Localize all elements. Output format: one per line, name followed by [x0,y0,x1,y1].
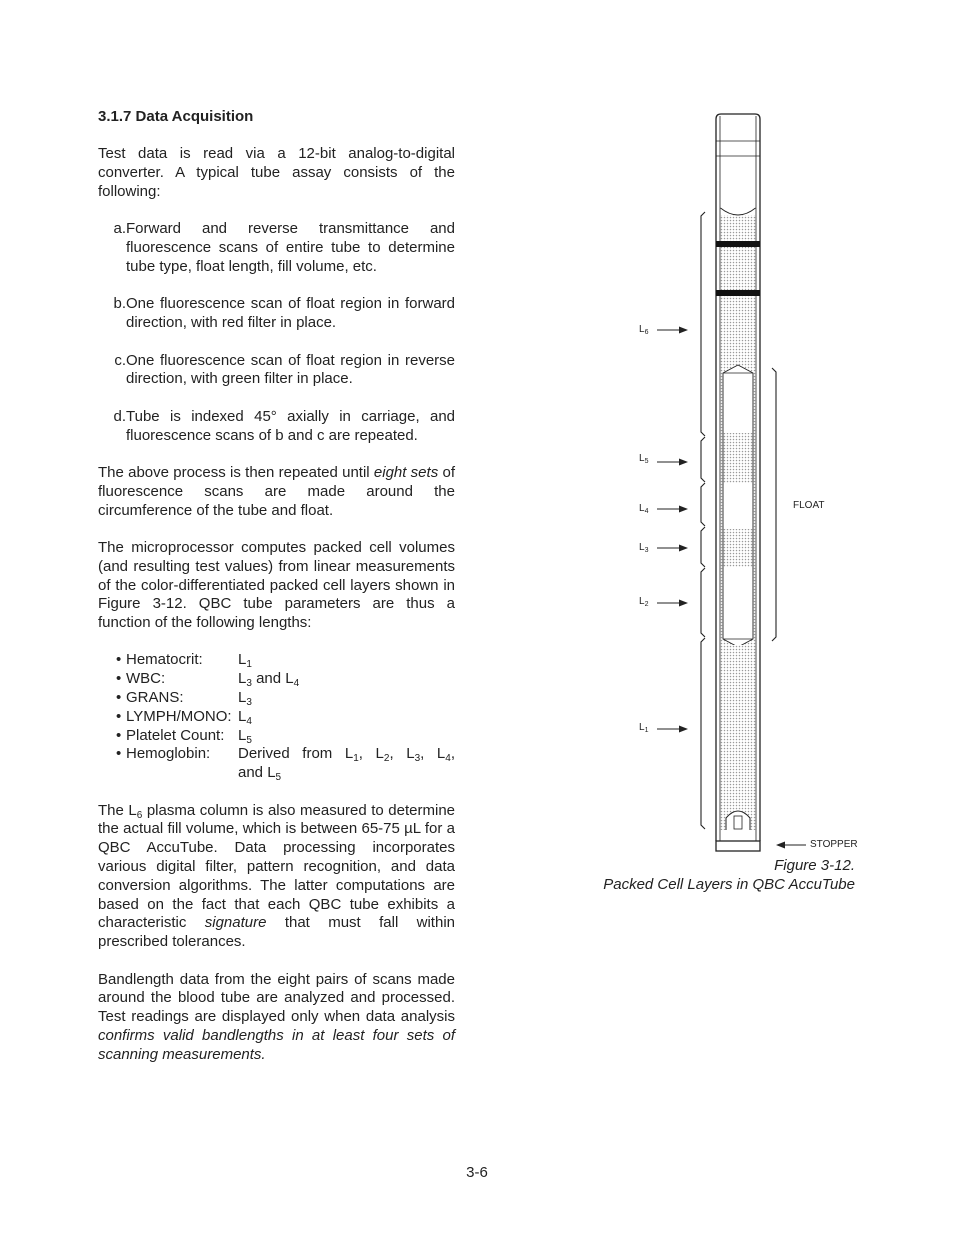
repeat-paragraph: The above process is then repeated until eight sets of fluorescence scans are made around the circumference of the tube and float. [98,463,455,519]
list-marker: b. [113,295,126,313]
parameter-label: LYMPH/MONO: [126,707,232,725]
bullet: • [116,670,122,688]
parameter-value: $L_3$ [238,689,252,709]
parameter-value: $L_4$ [238,707,252,727]
band-marker [716,290,760,296]
intro-paragraph: Test data is read via a 12-bit analog-to-digital converter. A typical tube assay consists of the following: [98,145,455,200]
parameter-value: Derived from $L_1$, $L_2$, $L_3$, $L_4$, [238,745,455,765]
parameter-row [116,670,455,689]
layer-label-l4: $L_4$ [639,503,649,515]
bullet: • [116,689,122,707]
layer-label-l2: $L_2$ [639,596,649,608]
bullet: • [116,651,122,669]
list-marker: d. [113,407,126,425]
parameter-value: $L_3$ and $L_4$ [238,670,300,690]
layer-label-l1: $L_1$ [639,722,649,734]
parameter-label: GRANS: [126,689,184,707]
band-marker [716,241,760,247]
layer-label-l3: $L_3$ [639,542,649,554]
parameter-value-group [238,745,455,783]
list-item [98,220,455,276]
list-item-text: Tube is indexed 45° axially in carriage, and fluorescence scans of b and c are repeated. [126,407,455,444]
bullet: • [116,707,122,725]
parameter-list [116,651,455,783]
list-item [98,352,455,390]
caption-text: Packed Cell Layers in QBC AccuTube [603,876,855,893]
parameter-row [116,708,455,727]
layer-brackets [701,212,776,829]
parameter-value: $L_1$ [238,651,252,671]
bullet: • [116,745,122,763]
plasma-paragraph: The $L_6$ plasma column is also measured to determine the actual fill volume, which is between 65-75 µL for a QBC AccuTube. Data processing incorporates various digital filter, pattern recognition, and data conversion algorithms. The latter computations are based on the fact that each QBC tube exhibits a characteristic signature that must fall within prescribed tolerances. [98,801,455,951]
compute-paragraph: The microprocessor computes packed cell volumes (and resulting test values) from linear measurements of the color-differentiated packed cell layers shown in Figure 3-12. QBC tube parameters are thus a function of the following lengths: [98,538,455,632]
layer-label-l6: $L_6$ [639,324,649,336]
caption-title: Figure 3-12. [774,857,855,874]
plasma-column [721,215,756,365]
parameter-label: Hemoglobin: [126,745,211,763]
stopper-label: STOPPER [810,839,858,850]
list-item-text: One fluorescence scan of float region in reverse direction, with green filter in place. [126,351,455,388]
float-label: FLOAT [793,500,825,511]
list-marker: c. [114,351,126,369]
float [721,365,756,647]
list-item [98,408,455,446]
red-cell-column [721,645,756,830]
parameter-label: WBC: [126,670,166,688]
page-number: 3-6 [466,1164,488,1181]
parameter-row [116,745,455,783]
list-item-text: Forward and reverse transmittance and fluorescence scans of entire tube to determine tube type, float length, fill volume, etc. [126,220,455,275]
layer-label-l5: $L_5$ [639,453,649,465]
parameter-row [116,727,455,746]
text-column [98,108,455,1083]
list-item [98,295,455,333]
bandlength-paragraph: Bandlength data from the eight pairs of scans made around the blood tube are analyzed and processed. Test readings are displayed only when data analysis confirms valid bandlengths in at least four sets of scanning measurements. [98,970,455,1063]
parameter-value-continued: and $L_5$ [238,764,282,784]
figure-caption [570,856,855,894]
tube [716,114,760,851]
section-heading: 3.1.7 Data Acquisition [98,108,254,125]
assay-steps-list [98,220,455,445]
parameter-row [116,689,455,708]
parameter-value: $L_5$ [238,726,252,746]
layer-arrows [657,327,806,849]
list-marker: a. [113,220,126,238]
parameter-label: Hematocrit: [126,651,203,669]
stopper [716,811,760,851]
bullet: • [116,726,122,744]
parameter-label: Platelet Count: [126,726,225,744]
parameter-row [116,651,455,670]
list-item-text: One fluorescence scan of float region in forward direction, with red filter in place. [126,295,455,332]
